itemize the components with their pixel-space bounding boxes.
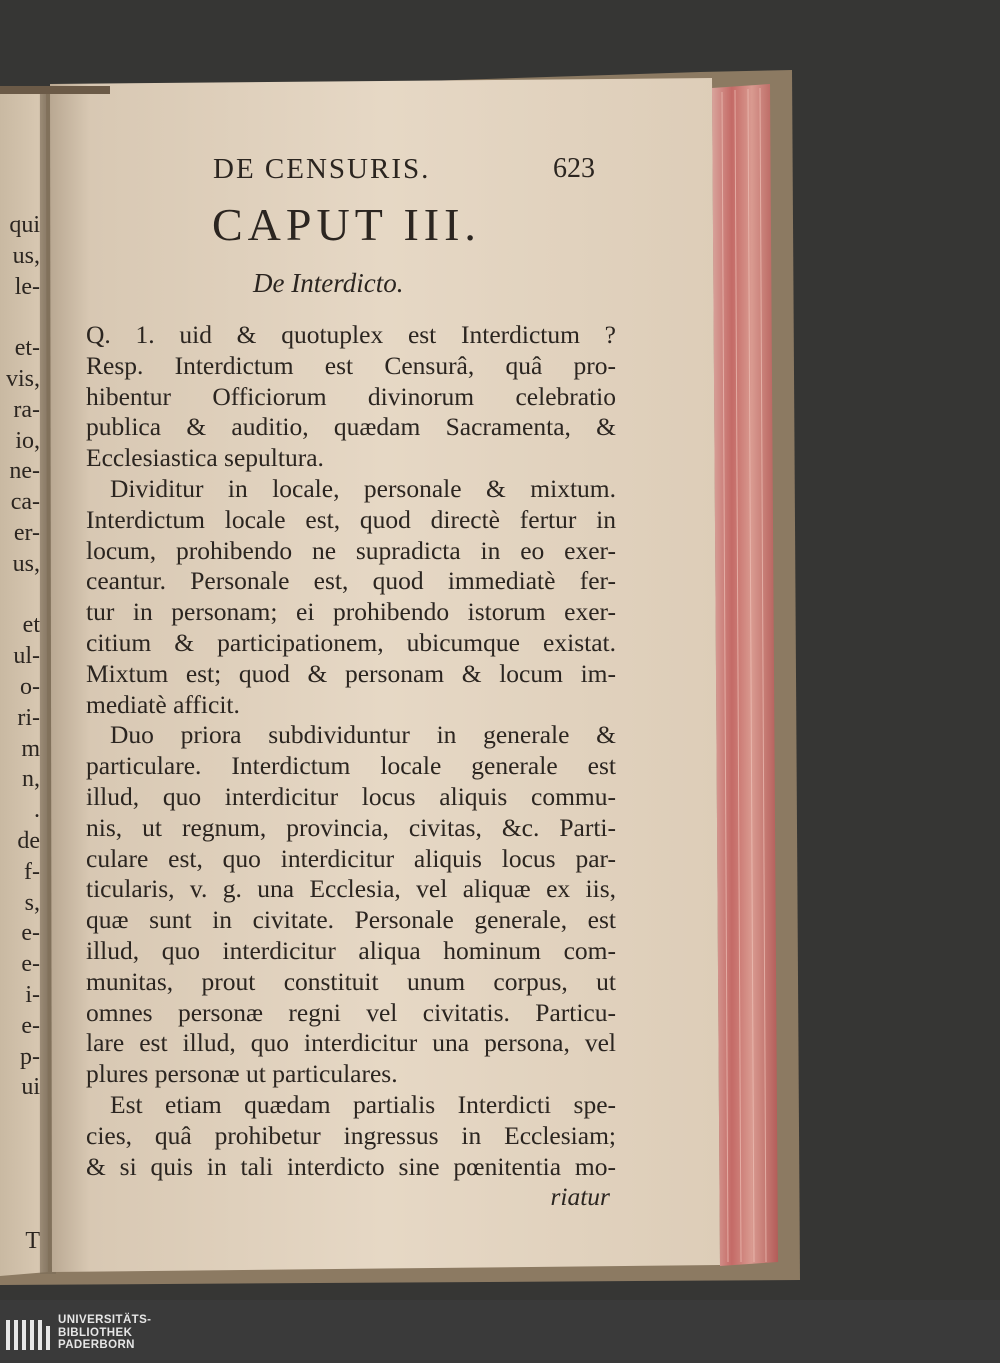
left-page-header-ornament — [0, 86, 110, 94]
left-page-fragment: us, — [12, 550, 40, 577]
left-page-fragments — [0, 210, 40, 1257]
page-edges-red — [712, 84, 778, 1266]
text-line: illud, quo interdicitur aliqua hominum com- — [86, 935, 616, 965]
left-page-fragment: e- — [21, 951, 40, 978]
left-page-fragment: ui — [21, 1074, 40, 1101]
text-line: ceantur. Personale est, quod immediatè fer- — [86, 566, 616, 596]
text-line: nis, ut regnum, provincia, civitas, &c. Parti- — [86, 812, 616, 842]
left-page-fragment — [0, 1165, 40, 1196]
text-line: Q. 1. uid & quotuplex est Interdictum ? — [86, 320, 616, 349]
left-page-fragment: ne- — [9, 458, 40, 485]
library-name-line3: PADERBORN — [58, 1339, 135, 1351]
left-page-fragment — [0, 1134, 40, 1165]
left-page-fragment: ri- — [17, 704, 40, 731]
text-line: & si quis in tali interdicto sine pœnitentia mo- — [86, 1151, 616, 1181]
left-page-fragment: ca- — [10, 489, 40, 516]
left-page-fragment: i- — [25, 981, 40, 1008]
left-page-fragment: et — [22, 612, 40, 639]
text-line: quæ sunt in civitate. Personale generale, est — [86, 905, 616, 935]
library-name-line1: UNIVERSITÄTS- — [58, 1314, 152, 1326]
left-page-fragment: e- — [21, 1012, 40, 1039]
text-line: tur in personam; ei prohibendo istorum exer- — [86, 597, 616, 627]
left-page-fragment — [0, 580, 40, 611]
left-page-fragment — [0, 1103, 40, 1134]
left-page-fragment: de — [17, 827, 40, 854]
left-page-fragment: f- — [24, 858, 40, 885]
text-line: omnes personæ regni vel civitatis. Particu- — [86, 997, 616, 1027]
left-page-fragment: er- — [13, 519, 40, 546]
catchword: riatur — [550, 1182, 610, 1212]
left-page-fragment — [0, 1196, 40, 1227]
text-line: lare est illud, quo interdicitur una persona, vel — [86, 1028, 616, 1058]
left-page-fragment: n, — [22, 766, 40, 793]
body-text — [86, 320, 616, 1213]
left-page-fragment: et- — [14, 335, 40, 362]
left-page-fragment: s, — [24, 889, 40, 916]
left-page-fragment: m — [21, 735, 40, 762]
page-number: 623 — [553, 153, 595, 184]
text-line: hibentur Officiorum divinorum celebratio — [86, 381, 616, 411]
left-page-fragment: qui — [9, 212, 40, 238]
text-line: culare est, quo interdicitur aliquis locus par- — [86, 843, 616, 873]
text-line: Dividitur in locale, personale & mixtum. — [110, 473, 616, 503]
text-line: ticularis, v. g. una Ecclesia, vel aliquæ ex iis, — [86, 874, 616, 904]
text-line: plures personæ ut particulares. — [86, 1059, 398, 1089]
text-line: Duo priora subdividuntur in generale & — [110, 720, 616, 750]
left-page-fragment: T — [25, 1228, 40, 1255]
text-line: cies, quâ prohibetur ingressus in Ecclesiam; — [86, 1120, 616, 1150]
text-line: mediatè afficit. — [86, 689, 240, 719]
left-page-fragment: e- — [21, 920, 40, 947]
text-line: locum, prohibendo ne supradicta in eo exer- — [86, 535, 616, 565]
library-logo-icon — [6, 1312, 52, 1354]
text-line: particulare. Interdictum locale generale est — [86, 751, 616, 781]
library-footer — [0, 1300, 1000, 1363]
left-page-fragment: o- — [20, 673, 40, 700]
left-page-fragment: io, — [15, 427, 40, 454]
left-page-fragment: p- — [20, 1043, 40, 1070]
running-title: DE CENSURIS. — [213, 153, 431, 185]
text-line: Ecclesiastica sepultura. — [86, 443, 324, 473]
text-line: citium & participationem, ubicumque existat. — [86, 627, 616, 657]
chapter-subtitle: De Interdicto. — [253, 268, 404, 298]
text-line: Resp. Interdictum est Censurâ, quâ pro- — [86, 350, 616, 380]
library-name — [58, 1314, 151, 1352]
left-page-fragment: us, — [12, 242, 40, 269]
left-page-fragment — [0, 302, 40, 333]
text-line: illud, quo interdicitur locus aliquis commu- — [86, 781, 616, 811]
text-line: publica & auditio, quædam Sacramenta, & — [86, 412, 616, 442]
library-name-line2: BIBLIOTHEK — [58, 1326, 133, 1339]
text-line: Interdictum locale est, quod directè fertur in — [86, 504, 616, 534]
left-page-fragment: le- — [14, 273, 40, 300]
left-page-fragment: . — [34, 797, 40, 824]
chapter-heading: CAPUT III. — [212, 199, 481, 250]
text-line: Est etiam quædam partialis Interdicti spe- — [110, 1089, 616, 1119]
left-page-fragment: ul- — [13, 643, 40, 670]
text-line: munitas, prout constituit unum corpus, ut — [86, 966, 616, 996]
text-line: Mixtum est; quod & personam & locum im- — [86, 658, 616, 688]
left-page-fragment: ra- — [13, 396, 40, 423]
left-page-fragment: vis, — [5, 365, 40, 392]
